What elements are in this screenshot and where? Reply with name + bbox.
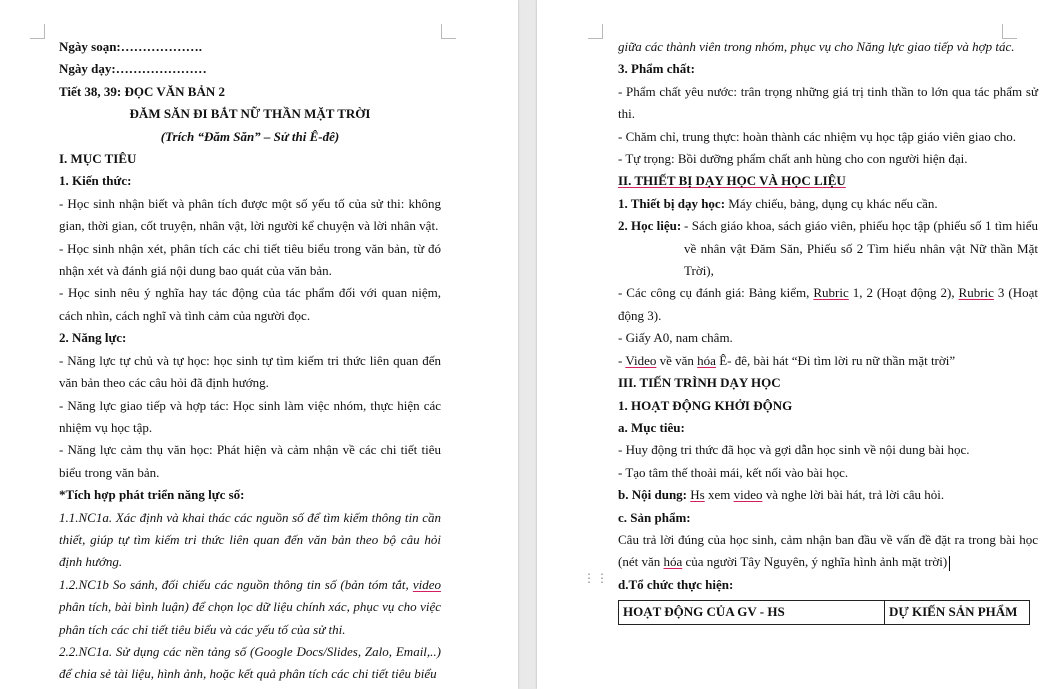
paragraph: - Tự trọng: Bồi dưỡng phẩm chất anh hùng cho con người hiện đại.: [618, 151, 968, 167]
page-text-body[interactable]: [618, 36, 1038, 625]
paragraph: - Chăm chỉ, trung thực: hoàn thành các nhiệm vụ học tập giáo viên giao cho.: [618, 128, 1017, 144]
text-run: - Sách giáo khoa, sách giáo viên, phiếu học tập (phiếu số 1 tìm hiểu về nhân vật Đăm Săn, Phiếu số 2 Tìm hiểu nhân vật Nữ thần Mặt Trời),: [684, 218, 1038, 279]
text-run: - Các công cụ đánh giá: Bảng kiểm,: [618, 285, 814, 301]
paragraph: - Huy động tri thức đã học và gợi dẫn học sinh về nội dung bài học.: [618, 442, 970, 458]
drag-handle-icon[interactable]: ⋮⋮: [583, 571, 609, 585]
text-run: 3 (Hoạt động 3).: [618, 285, 1038, 323]
subsection-heading: 2. Năng lực:: [59, 330, 127, 346]
paragraph: - Học sinh nêu ý nghĩa hay tác động của tác phẩm đối với quan niệm, cách nhìn, cách nghĩ và tình cảm của người đọc.: [59, 285, 441, 323]
table-row: [619, 601, 1030, 624]
paragraph: - Giấy A0, nam châm.: [618, 330, 733, 346]
text-run: của người Tây Nguyên, ý nghĩa hình ảnh mặt trời): [682, 554, 948, 570]
spellcheck-word[interactable]: Video: [625, 352, 657, 368]
margin-corner-mark: [588, 24, 603, 39]
subsection-heading: *Tích hợp phát triển năng lực số:: [59, 487, 245, 503]
text-run: Máy chiếu, bảng, dụng cụ khác nếu cần.: [725, 195, 938, 211]
document-page-right[interactable]: [537, 0, 1062, 689]
page-text-body[interactable]: [59, 36, 441, 686]
activity-table[interactable]: [618, 600, 1030, 624]
subsection-heading: 3. Phẩm chất:: [618, 61, 695, 77]
text-run: và nghe lời bài hát, trả lời câu hỏi.: [762, 487, 945, 503]
section-heading: III. TIẾN TRÌNH DẠY HỌC: [618, 375, 781, 391]
paragraph: 1.1.NC1a. Xác định và khai thác các nguồn số để tìm kiếm thông tin cần thiết, giúp tự tìm kiếm tri thức liên quan đến văn bản theo bộ câu hỏi định hướng.: [59, 509, 441, 570]
section-heading: II. THIẾT BỊ DẠY HỌC VÀ HỌC LIỆU: [618, 173, 846, 189]
paragraph: - Năng lực cảm thụ văn học: Phát hiện và cảm nhận về các chi tiết tiêu biểu trong văn bản.: [59, 442, 441, 480]
label: 1. Thiết bị dạy học:: [618, 195, 726, 211]
paragraph: [618, 193, 1038, 215]
paragraph: - Phẩm chất yêu nước: trân trọng những giá trị tinh thần to lớn qua tác phẩm sử thi.: [618, 83, 1038, 122]
spellcheck-word[interactable]: Hs: [690, 487, 705, 503]
paragraph: - Tạo tâm thế thoải mái, kết nối vào bài học.: [618, 464, 849, 480]
spellcheck-word[interactable]: video: [412, 576, 441, 592]
paragraph: - Học sinh nhận xét, phân tích các chi tiết tiêu biểu trong văn bản, từ đó nhận xét và đánh giá nội dung bao quát của văn bản.: [59, 240, 441, 279]
table-header-cell[interactable]: HOẠT ĐỘNG CỦA GV - HS: [619, 601, 885, 624]
paragraph: giữa các thành viên trong nhóm, phục vụ cho Năng lực giao tiếp và hợp tác.: [618, 39, 1015, 54]
paragraph: - Năng lực tự chủ và tự học: học sinh tự tìm kiếm tri thức liên quan đến văn bản theo các câu hỏi đã định hướng.: [59, 352, 441, 391]
item-heading: c. Sản phẩm:: [618, 509, 691, 525]
date-taught: Ngày dạy:…………………: [59, 61, 207, 77]
text-run: xem: [704, 487, 734, 503]
subsection-heading: 1. Kiến thức:: [59, 173, 132, 189]
label: 2. Học liệu:: [618, 218, 682, 234]
section-heading: I. MỤC TIÊU: [59, 151, 137, 167]
hanging-paragraph: [618, 215, 1038, 282]
text-run: phân tích, bài bình luận) để chọn lọc dữ liệu chính xác, phục vụ cho việc phân tích các chi tiết tiêu biểu và các yếu tố của sử thi.: [59, 599, 441, 637]
spellcheck-word[interactable]: Rubric: [958, 285, 994, 301]
paragraph: [618, 484, 1038, 506]
subsection-heading: 1. HOẠT ĐỘNG KHỞI ĐỘNG: [618, 397, 793, 413]
item-heading: d.Tổ chức thực hiện:: [618, 576, 734, 592]
spellcheck-word[interactable]: Rubric: [813, 285, 849, 301]
margin-corner-mark: [441, 24, 456, 39]
document-page-left[interactable]: [0, 0, 518, 689]
spellcheck-word[interactable]: hóa: [697, 352, 716, 368]
text-run: Ê- đê, bài hát “Đi tìm lời ru nữ thần mặt trời”: [715, 352, 956, 368]
text-run: 1.2.NC1b So sánh, đối chiếu các nguồn thông tin số (bản tóm tắt,: [59, 576, 413, 592]
paragraph: - Năng lực giao tiếp và hợp tác: Học sinh làm việc nhóm, thực hiện các nhiệm vụ học tập.: [59, 397, 441, 435]
spellcheck-word[interactable]: hóa: [663, 554, 683, 570]
paragraph: [618, 282, 1038, 327]
text-run: 1, 2 (Hoạt động 2),: [848, 285, 959, 301]
date-prepared: Ngày soạn:……………….: [59, 39, 203, 54]
paragraph: 2.2.NC1a. Sử dụng các nền tảng số (Google Docs/Slides, Zalo, Email,..) để chia sẻ tài liệu, hình ảnh, hoặc kết quả phân tích các chi tiết tiêu biểu: [59, 643, 441, 682]
table-header-cell[interactable]: DỰ KIẾN SẢN PHẨM: [885, 601, 1030, 624]
lesson-subtitle: (Trích “Đăm Săn” – Sử thi Ê-đê): [160, 128, 340, 144]
spellcheck-word[interactable]: video: [733, 487, 763, 503]
lesson-title: ĐĂM SĂN ĐI BẮT NỮ THẦN MẶT TRỜI: [129, 106, 371, 122]
lesson-number: Tiết 38, 39: ĐỌC VĂN BẢN 2: [59, 83, 225, 99]
item-heading: a. Mục tiêu:: [618, 419, 685, 435]
paragraph: [618, 529, 1038, 574]
text-cursor: [949, 556, 950, 571]
paragraph: - Video về văn hóa Ê- đê, bài hát “Đi tìm lời ru nữ thần mặt trời”: [618, 352, 956, 368]
paragraph: [59, 574, 441, 641]
text-run: về văn: [656, 352, 698, 368]
text-run: Câu trả lời đúng của học sinh, cảm nhận ban đầu về vấn đề đặt ra trong bài học (nét văn: [618, 531, 1038, 570]
paragraph: - Học sinh nhận biết và phân tích được một số yếu tố của sử thi: không gian, thời gian, cốt truyện, nhân vật, lời người kể chuyện và lời nhân vật.: [59, 195, 441, 234]
item-heading: b. Nội dung:: [618, 487, 687, 503]
margin-corner-mark: [30, 24, 45, 39]
